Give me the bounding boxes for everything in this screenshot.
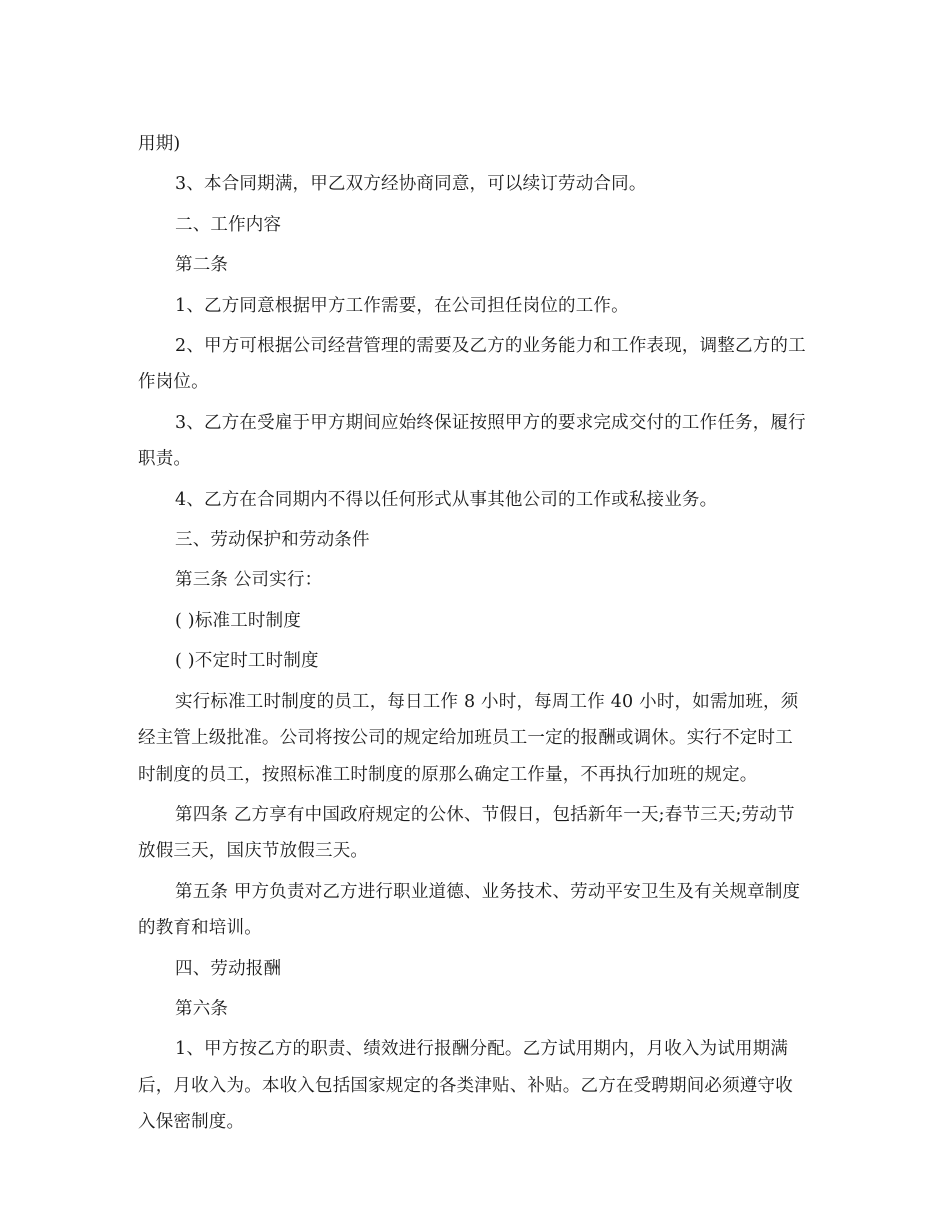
article-2-heading: 第二条 xyxy=(175,255,229,276)
paragraph-8: 4、乙方在合同期内不得以任何形式从事其他公司的工作或私接业务。 xyxy=(175,489,718,510)
paragraph-1: 用期) xyxy=(138,134,181,154)
article-4-paragraph: 第四条 乙方享有中国政府规定的公休、节假日，包括新年一天;春节三天;劳动节放假三天，国庆节放假三天。 xyxy=(138,804,795,862)
document-body xyxy=(138,126,810,1145)
paragraph-18: 1、甲方按乙方的职责、绩效进行报酬分配。乙方试用期内，月收入为试用期满后，月收入为。本收入包括国家规定的各类津贴、补贴。乙方在受聘期间必须遵守收入保密制度。 xyxy=(138,1039,793,1133)
article-6-heading: 第六条 xyxy=(175,998,229,1019)
section-heading-remuneration: 四、劳动报酬 xyxy=(175,958,282,979)
section-heading-work-content: 二、工作内容 xyxy=(175,214,282,235)
paragraph-7: 3、乙方在受雇于甲方期间应始终保证按照甲方的要求完成交付的工作任务，履行职责。 xyxy=(138,412,806,470)
option-flexible-hours: ( )不定时工时制度 xyxy=(175,651,319,672)
paragraph-2: 3、本合同期满，甲乙双方经协商同意，可以续订劳动合同。 xyxy=(175,174,647,195)
paragraph-6: 2、甲方可根据公司经营管理的需要及乙方的业务能力和工作表现，调整乙方的工作岗位。 xyxy=(138,336,806,393)
option-standard-hours: ( )标准工时制度 xyxy=(175,610,302,631)
paragraph-13: 实行标准工时制度的员工，每日工作 8 小时，每周工作 40 小时，如需加班，须经主管上级批准。公司将按公司的规定给加班员工一定的报酬或调休。实行不定时工时制度的员工，按照标准工时制度的原那么确定工作量，不再执行加班的规定。 xyxy=(138,691,799,785)
article-3-heading: 第三条 公司实行： xyxy=(175,570,323,591)
article-5-paragraph: 第五条 甲方负责对乙方进行职业道德、业务技术、劳动平安卫生及有关规章制度的教育和培训。 xyxy=(138,881,801,939)
section-heading-labor-protection: 三、劳动保护和劳动条件 xyxy=(175,530,370,551)
paragraph-5: 1、乙方同意根据甲方工作需要，在公司担任岗位的工作。 xyxy=(175,295,629,316)
